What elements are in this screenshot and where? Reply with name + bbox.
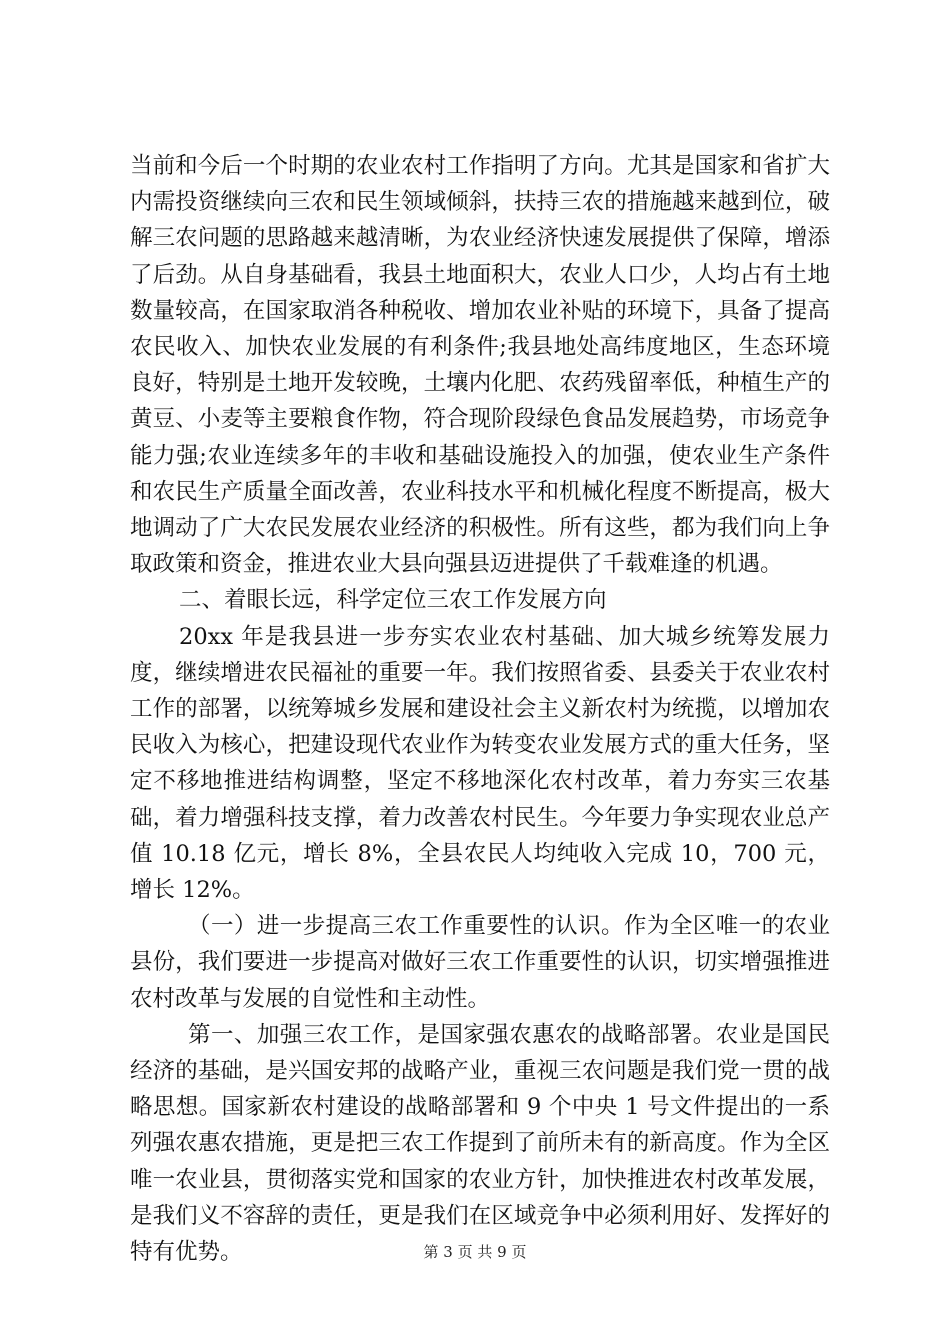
document-body: [130, 148, 830, 1270]
paragraph-opportunity: 当前和今后一个时期的农业农村工作指明了方向。尤其是国家和省扩大内需投资继续向三农和民生领域倾斜，扶持三农的措施越来越到位，破解三农问题的思路越来越清晰，为农业经济快速发展提供了保障，增添了后劲。从自身基础看，我县土地面积大，农业人口少，人均占有土地数量较高，在国家取消各种税收、增加农业补贴的环境下，具备了提高农民收入、加快农业发展的有利条件;我县地处高纬度地区，生态环境良好，特别是土地开发较晚，土壤内化肥、农药残留率低，种植生产的黄豆、小麦等主要粮食作物，符合现阶段绿色食品发展趋势，市场竞争能力强;农业连续多年的丰收和基础设施投入的加强，使农业生产条件和农民生产质量全面改善，农业科技水平和机械化程度不断提高，极大地调动了广大农民发展农业经济的积极性。所有这些，都为我们向上争取政策和资金，推进农业大县向强县迈进提供了千载难逢的机遇。: [130, 153, 830, 578]
page-footer: 第 3 页 共 9 页: [423, 1243, 527, 1261]
paragraph-subsection-1: （一）进一步提高三农工作重要性的认识。作为全区唯一的农业县份，我们要进一步提高对做好三农工作重要性的认识，切实增强推进农村改革与发展的自觉性和主动性。: [130, 913, 830, 1012]
section-heading-2: 二、着眼长远，科学定位三农工作发展方向: [179, 587, 607, 614]
paragraph-point-1: 第一、加强三农工作，是国家强农惠农的战略部署。农业是国民经济的基础，是兴国安邦的战略产业，重视三农问题是我们党一贯的战略思想。国家新农村建设的战略部署和 9 个中央 1 号文件提出的一系列强农惠农措施，更是把三农工作提到了前所未有的新高度。作为全区唯一农业县，贯彻落实党和国家的农业方针，加快推进农村改革发展，是我们义不容辞的责任，更是我们在区域竞争中必须利用好、发挥好的特有优势。: [130, 1021, 830, 1266]
paragraph-annual-goals: 20xx 年是我县进一步夯实农业农村基础、加大城乡统筹发展力度，继续增进农民福祉的重要一年。我们按照省委、县委关于农业农村工作的部署，以统筹城乡发展和建设社会主义新农村为统揽，以增加农民收入为核心，把建设现代农业作为转变农业发展方式的重大任务，坚定不移地推进结构调整，坚定不移地深化农村改革，着力夯实三农基础，着力增强科技支撑，着力改善农村民生。今年要力争实现农业总产值 10.18 亿元，增长 8%，全县农民人均纯收入完成 10，700 元，增长 12%。: [130, 623, 830, 904]
